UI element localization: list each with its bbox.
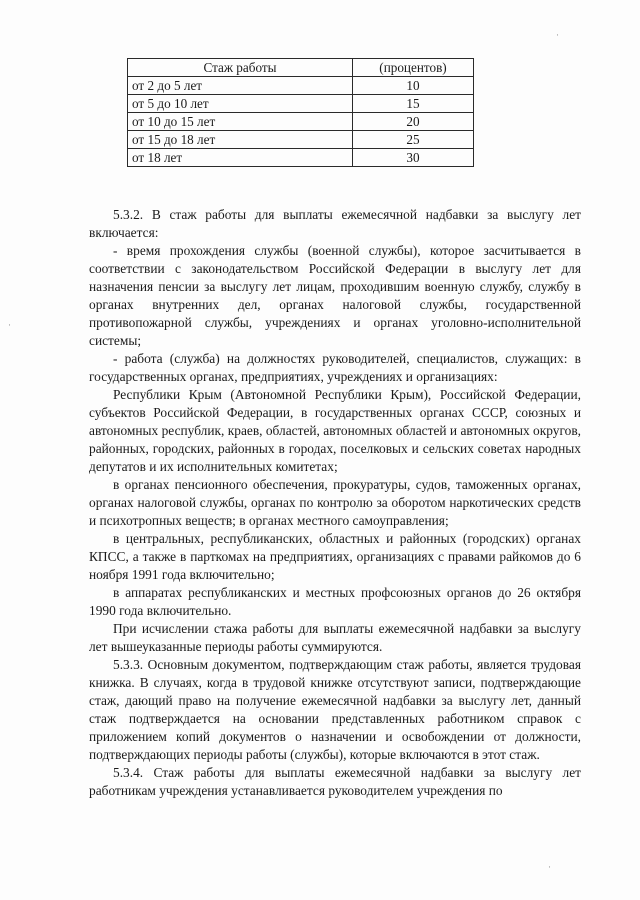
paragraph-republic-crimea: Республики Крым (Автономной Республики Крым), Российской Федерации, субъектов Российской Федерации, в государственных органах СССР, союзных и автономных республик, краев, областей, автономных областей и автономных округов, районных, городских, районных в городах, поселковых и сельских советах народных депутатов и их исполнительных комитетах; <box>89 387 581 474</box>
paragraph-5-3-3: 5.3.3. Основным документом, подтверждающим стаж работы, является трудовая книжка. В случаях, когда в трудовой книжке отсутствуют записи, подтверждающие стаж, дающий право на получение ежемесячной надбавки за выслугу лет, данный стаж подтверждается на основании представленных работником справок с приложением копий документов о назначении и освобождении от должности, подтверждающих периоды работы (службы), которые включаются в этот стаж. <box>89 657 581 762</box>
paragraph-5-3-4: 5.3.4. Стаж работы для выплаты ежемесячной надбавки за выслугу лет работникам учреждения устанавливается руководителем учреждения по <box>89 765 581 798</box>
paragraph-cpsu-bodies: в центральных, республиканских, областных и районных (городских) органах КПСС, а также в парткомах на предприятиях, организациях с правами райкомов до 6 ноября 1991 года включительно; <box>89 531 581 582</box>
paragraph-summation: При исчислении стажа работы для выплаты ежемесячной надбавки за выслугу лет вышеуказанные периоды работы суммируются. <box>89 621 581 654</box>
row-value: 10 <box>353 77 474 95</box>
seniority-table <box>127 58 474 167</box>
row-value: 20 <box>353 113 474 131</box>
paragraph-trade-unions: в аппаратах республиканских и местных профсоюзных органов до 26 октября 1990 года включительно. <box>89 585 581 618</box>
table-row <box>128 77 474 95</box>
table-header-row <box>128 59 474 77</box>
scan-speck: · <box>8 320 11 330</box>
table-row <box>128 95 474 113</box>
table-row <box>128 113 474 131</box>
row-value: 30 <box>353 149 474 167</box>
row-label: от 15 до 18 лет <box>128 131 353 149</box>
row-label: от 2 до 5 лет <box>128 77 353 95</box>
row-value: 15 <box>353 95 474 113</box>
paragraph-management-positions: - работа (служба) на должностях руководителей, специалистов, служащих: в государственных органах, предприятиях, учреждениях и организациях: <box>89 351 581 384</box>
header-seniority: Стаж работы <box>128 59 353 77</box>
paragraph-5-3-2: 5.3.2. В стаж работы для выплаты ежемесячной надбавки за выслугу лет включается: <box>89 207 581 240</box>
row-label: от 18 лет <box>128 149 353 167</box>
paragraph-pension-bodies: в органах пенсионного обеспечения, прокуратуры, судов, таможенных органах, органах налоговой службы, органах по контролю за оборотом наркотических средств и психотропных веществ; в органах местного самоуправления; <box>89 477 581 528</box>
scan-speck: · <box>548 862 551 872</box>
document-body <box>89 206 581 800</box>
scan-speck: · <box>556 30 559 40</box>
row-label: от 10 до 15 лет <box>128 113 353 131</box>
row-value: 25 <box>353 131 474 149</box>
row-label: от 5 до 10 лет <box>128 95 353 113</box>
paragraph-military-service: - время прохождения службы (военной службы), которое засчитывается в соответствии с законодательством Российской Федерации в выслугу лет для назначения пенсии за выслугу лет лицам, проходившим военную службу, службу в органах внутренних дел, органах налоговой службы, государственной противопожарной службы, учреждениях и органах уголовно-исполнительной системы; <box>89 243 581 348</box>
header-percent: (процентов) <box>353 59 474 77</box>
table-row <box>128 149 474 167</box>
table-row <box>128 131 474 149</box>
